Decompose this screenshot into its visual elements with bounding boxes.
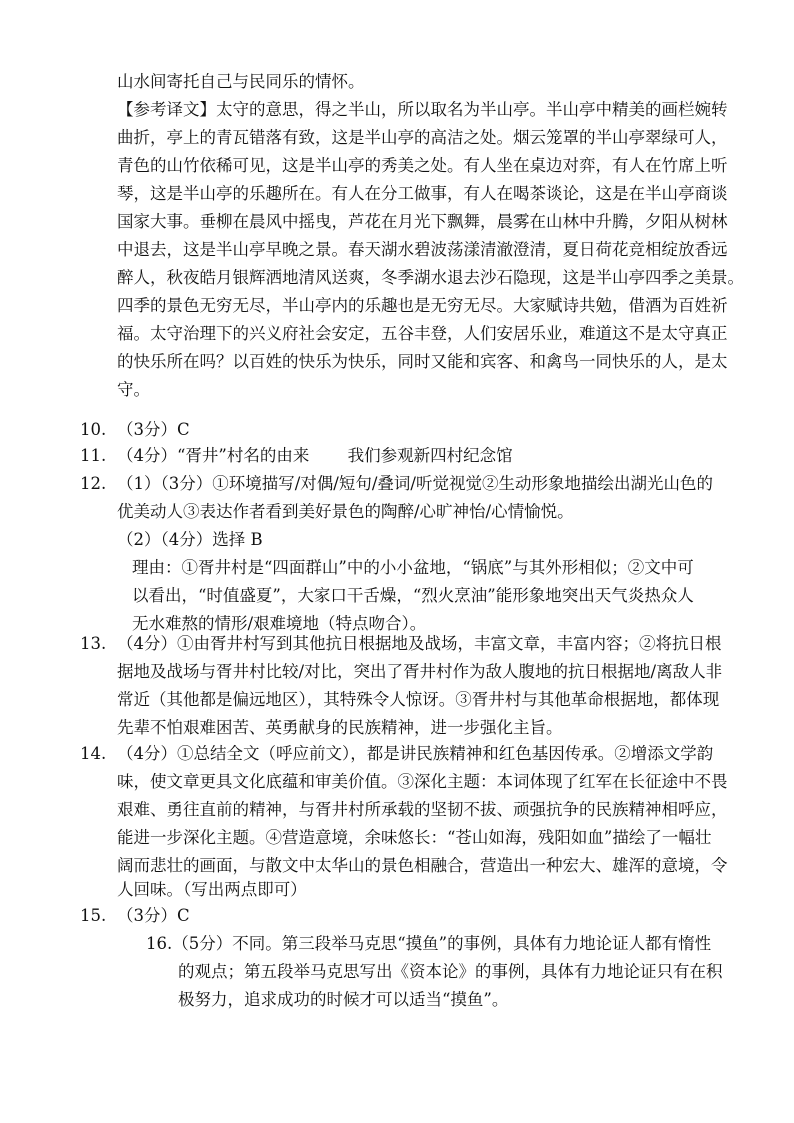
doc-line: 福。太守治理下的兴义府社会安定，五谷丰登，人们安居乐业，难道这不是太守真正 [117, 324, 728, 343]
doc-line: 醉人，秋夜皓月银辉洒地清风送爽，冬季湖水退去沙石隐现，这是半山亭四季之美景。 [117, 268, 744, 287]
doc-line: 山水间寄托自己与民同乐的情怀。 [117, 72, 365, 91]
answer-line: 的观点；第五段举马克思写出《资本论》的事例，具体有力地论证只有在积 [178, 962, 723, 981]
answer-line: 16.（5分）不同。第三段举马克思“摸鱼”的事例，具体有力地论证人都有惰性 [146, 934, 712, 953]
doc-line: 中退去，这是半山亭早晚之景。春天湖水碧波荡漾清澈澄清，夏日荷花竞相绽放香远 [117, 240, 728, 259]
answer-line: 常近（其他都是偏远地区），其特殊令人惊讶。③胥井村与其他革命根据地，都体现 [117, 690, 720, 709]
answer-line: 阔而悲壮的画面，与散文中太华山的景色相融合，营造出一种宏大、雄浑的意境，令 [117, 856, 728, 875]
answer-line: （3分）C [117, 906, 190, 925]
answer-line: 据地及战场与胥井村比较/对比，突出了胥井村作为敌人腹地的抗日根据地/离敌人非 [117, 662, 723, 681]
answer-line: 无水难熬的情形/艰难境地（特点吻合）。 [132, 614, 427, 633]
translation-heading-line: 【参考译文】太守的意思，得之半山，所以取名为半山亭。半山亭中精美的画栏婉转 [117, 100, 728, 119]
doc-line: 四季的景色无穷无尽，半山亭内的乐趣也是无穷无尽。大家赋诗共勉，借酒为百姓祈 [117, 296, 728, 315]
answer-line: （4分）“胥井”村名的由来 我们参观新四村纪念馆 [117, 446, 513, 465]
answer-line: （4分）①总结全文（呼应前文），都是讲民族精神和红色基因传承。②增添文学韵 [117, 744, 714, 763]
question-number: 11. [80, 446, 107, 465]
answer-line: 艰难、勇往直前的精神，与胥井村所承载的坚韧不拔、顽强抗争的民族精神相呼应， [117, 800, 728, 819]
answer-line: 味，使文章更具文化底蕴和审美价值。③深化主题：本词体现了红军在长征途中不畏 [117, 772, 728, 791]
question-number: 15. [80, 906, 107, 925]
answer-line: 人回味。（写出两点即可） [117, 880, 307, 899]
question-number: 13. [80, 634, 107, 653]
answer-line: 先辈不怕艰难困苦、英勇献身的民族精神，进一步强化主旨。 [117, 718, 563, 737]
question-number: 12. [80, 474, 107, 493]
doc-line: 守。 [117, 380, 150, 399]
question-number: 14. [80, 744, 107, 763]
question-number: 10. [80, 420, 107, 439]
answer-line: 能进一步深化主题。④营造意境，余味悠长：“苍山如海，残阳如血”描绘了一幅壮 [117, 828, 712, 847]
answer-line: 极努力，追求成功的时候才可以适当“摸鱼”。 [178, 990, 509, 1009]
answer-line: （3分）C [117, 420, 190, 439]
answer-line: （1）（3分）①环境描写/对偶/短句/叠词/听觉视觉②生动形象地描绘出湖光山色的 [117, 474, 713, 493]
answer-line: 以看出，“时值盛夏”，大家口干舌燥，“烈火烹油”能形象地突出天气炎热众人 [132, 586, 694, 605]
answer-line: （4分）①由胥井村写到其他抗日根据地及战场，丰富文章，丰富内容；②将抗日根 [117, 634, 722, 653]
doc-line: 国家大事。垂柳在晨风中摇曳，芦花在月光下飘舞，晨雾在山林中升腾，夕阳从树林 [117, 212, 728, 231]
answer-line: 理由：①胥井村是“四面群山”中的小小盆地，“锅底”与其外形相似；②文中可 [132, 558, 694, 577]
answer-line: 优美动人③表达作者看到美好景色的陶醉/心旷神怡/心情愉悦。 [117, 502, 574, 521]
doc-line: 琴，这是半山亭的乐趣所在。有人在分工做事，有人在喝茶谈论，这是在半山亭商谈 [117, 184, 728, 203]
doc-line: 的快乐所在吗？以百姓的快乐为快乐，同时又能和宾客、和禽鸟一同快乐的人，是太 [117, 352, 728, 371]
doc-line: 青色的山竹依稀可见，这是半山亭的秀美之处。有人坐在桌边对弈，有人在竹席上听 [117, 156, 728, 175]
doc-line: 曲折，亭上的青瓦错落有致，这是半山亭的高洁之处。烟云笼罩的半山亭翠绿可人， [117, 128, 728, 147]
answer-line: （2）（4分）选择 B [117, 530, 263, 549]
